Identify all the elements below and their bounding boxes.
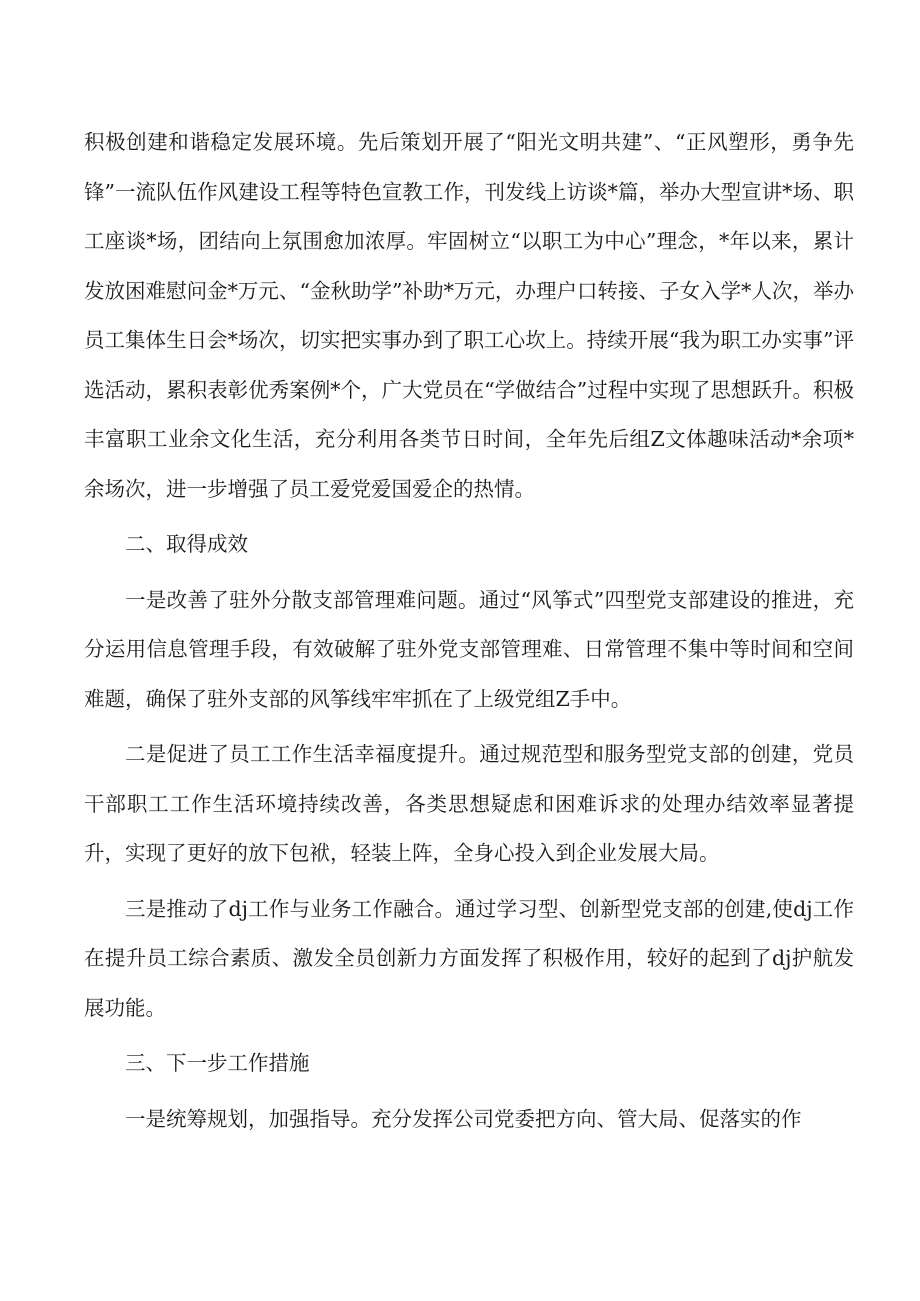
paragraph-result-1: 一是改善了驻外分散支部管理难问题。通过“风筝式”四型党支部建设的推进，充分运用信息管理手段，有效破解了驻外党支部管理难、日常管理不集中等时间和空间难题，确保了驻外支部的风筝线牢牢抓在了上级党组Z手中。 [84,587,854,711]
paragraph-result-2: 二是促进了员工工作生活幸福度提升。通过规范型和服务型党支部的创建，党员干部职工工作生活环境持续改善，各类思想疑虑和困难诉求的处理办结效率显著提升，实现了更好的放下包袱，轻装上阵，全身心投入到企业发展大局。 [84,742,854,865]
paragraph-result-3: 三是推动了dj工作与业务工作融合。通过学习型、创新型党支部的创建,使dj工作在提升员工综合素质、激发全员创新力方面发挥了积极作用，较好的起到了dj护航发展功能。 [84,896,854,1020]
paragraph-continuation: 积极创建和谐稳定发展环境。先后策划开展了“阳光文明共建”、“正风塑形，勇争先锋”一流队伍作风建设工程等特色宣教工作，刊发线上访谈*篇，举办大型宣讲*场、职工座谈*场，团结向上氛围愈加浓厚。牢固树立“以职工为中心”理念，*年以来，累计发放困难慰问金*万元、“金秋助学”补助*万元，办理户口转接、子女入学*人次，举办员工集体生日会*场次，切实把实事办到了职工心坎上。持续开展“我为职工办实事”评选活动，累积表彰优秀案例*个，广大党员在“学做结合”过程中实现了思想跃升。积极丰富职工业余文化生活，充分利用各类节日时间，全年先后组Z文体趣味活动*余项*余场次，进一步增强了员工爱党爱国爱企的热情。 [84,130,854,501]
section-heading-results: 二、取得成效 [125,532,248,556]
paragraph-next-step-1: 一是统筹规划，加强指导。充分发挥公司党委把方向、管大局、促落实的作 [125,1106,802,1131]
section-heading-next-steps: 三、下一步工作措施 [125,1051,310,1075]
document-body [84,118,854,1144]
